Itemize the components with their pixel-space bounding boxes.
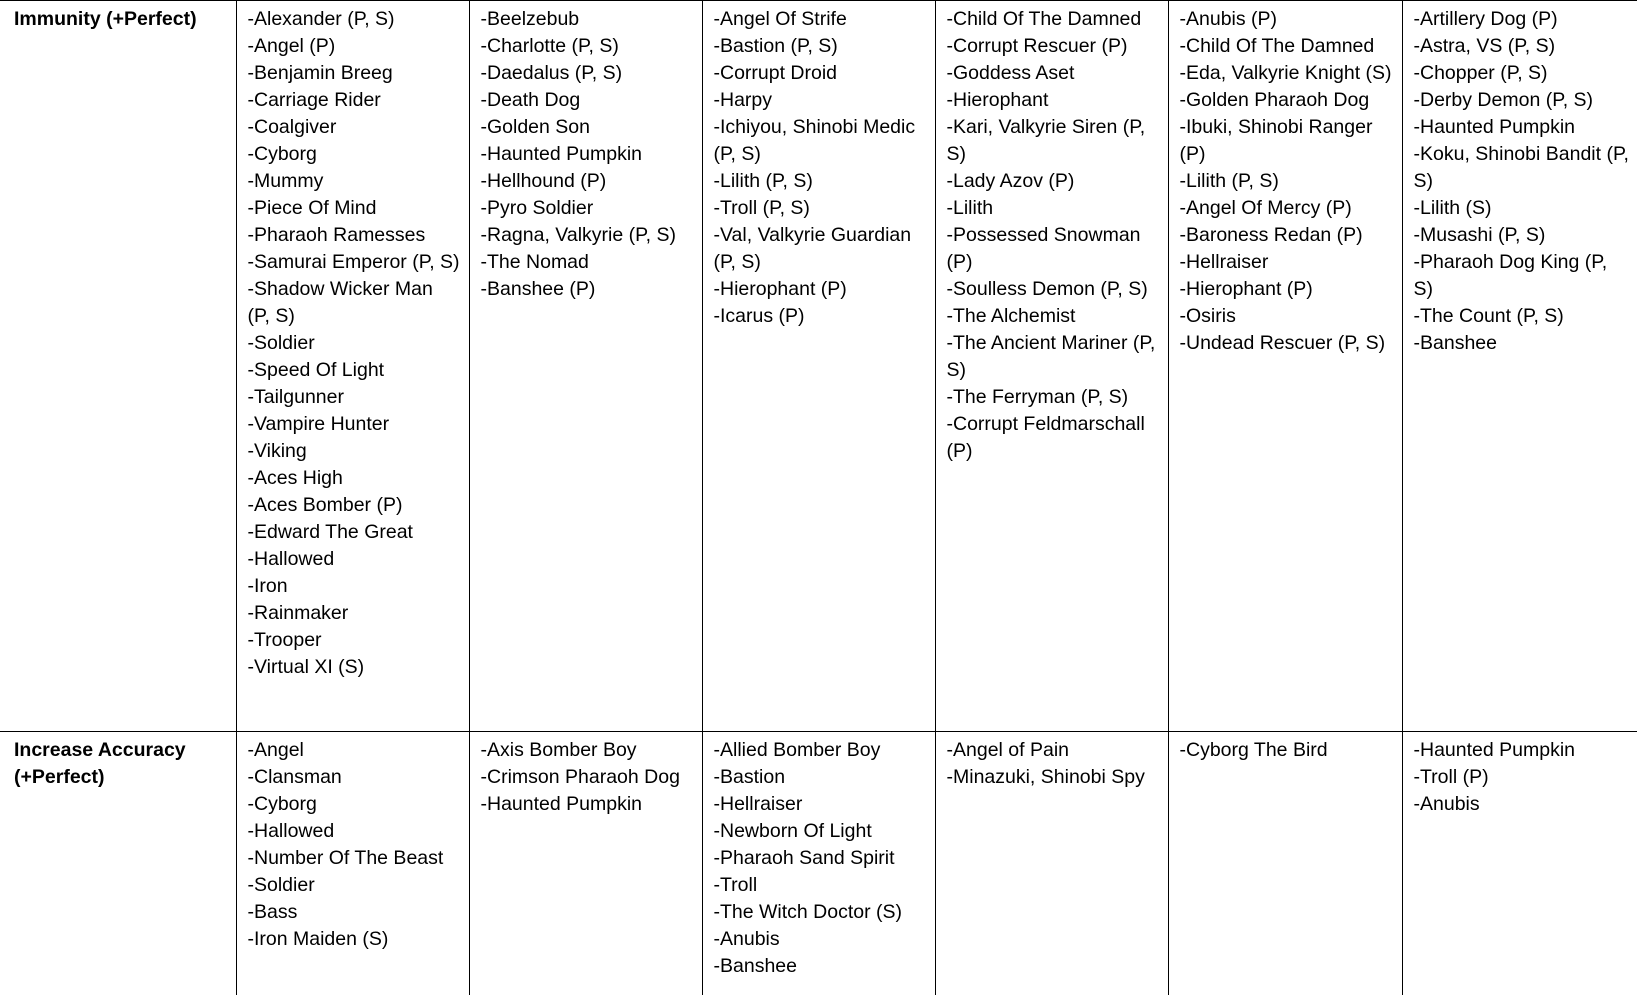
list-item: -Ichiyou, Shinobi Medic (P, S) — [714, 114, 927, 168]
list-item: -Troll (P) — [1414, 764, 1630, 791]
list-item: -Chopper (P, S) — [1414, 60, 1630, 87]
list-item: -Charlotte (P, S) — [481, 33, 694, 60]
list-item: -Angel of Pain — [947, 737, 1160, 764]
list-item: -Bass — [248, 899, 461, 926]
list-item: -Benjamin Breeg — [248, 60, 461, 87]
increase-accuracy-row — [0, 732, 1637, 995]
list-item: -Icarus (P) — [714, 303, 927, 330]
list-item: -Haunted Pumpkin — [481, 141, 694, 168]
list-item: -Kari, Valkyrie Siren (P, S) — [947, 114, 1160, 168]
list-item: -Golden Pharaoh Dog — [1180, 87, 1394, 114]
list-item: -Angel (P) — [248, 33, 461, 60]
list-item: -Cyborg The Bird — [1180, 737, 1394, 764]
list-item: -Corrupt Rescuer (P) — [947, 33, 1160, 60]
list-item: -Artillery Dog (P) — [1414, 6, 1630, 33]
list-item: -Hellraiser — [714, 791, 927, 818]
list-item: -Child Of The Damned — [947, 6, 1160, 33]
list-item: -Trooper — [248, 627, 461, 654]
list-item: -Newborn Of Light — [714, 818, 927, 845]
table-cell — [236, 1, 469, 732]
list-item: -Lilith (P, S) — [1180, 168, 1394, 195]
list-item: -Anubis (P) — [1180, 6, 1394, 33]
list-item: -The Nomad — [481, 249, 694, 276]
table-cell — [1168, 732, 1402, 995]
list-item: -Angel Of Strife — [714, 6, 927, 33]
row-label: Immunity (+Perfect) — [0, 1, 236, 732]
list-item: -Minazuki, Shinobi Spy — [947, 764, 1160, 791]
list-item: -Ragna, Valkyrie (P, S) — [481, 222, 694, 249]
list-item: -Hallowed — [248, 818, 461, 845]
list-item: -Child Of The Damned — [1180, 33, 1394, 60]
table-cell — [935, 732, 1168, 995]
list-item: -Crimson Pharaoh Dog — [481, 764, 694, 791]
table-cell — [702, 1, 935, 732]
list-item: -Golden Son — [481, 114, 694, 141]
list-item: -Harpy — [714, 87, 927, 114]
table-cell — [236, 732, 469, 995]
list-item: -Bastion — [714, 764, 927, 791]
list-item: -Haunted Pumpkin — [481, 791, 694, 818]
list-item: -Pyro Soldier — [481, 195, 694, 222]
list-item: -Piece Of Mind — [248, 195, 461, 222]
list-item: -Tailgunner — [248, 384, 461, 411]
list-item: -The Ancient Mariner (P, S) — [947, 330, 1160, 384]
list-item: -The Alchemist — [947, 303, 1160, 330]
list-item: -Musashi (P, S) — [1414, 222, 1630, 249]
list-item: -Hallowed — [248, 546, 461, 573]
list-item: -Alexander (P, S) — [248, 6, 461, 33]
table-cell — [1402, 732, 1637, 995]
list-item: -Axis Bomber Boy — [481, 737, 694, 764]
list-item: -Troll — [714, 872, 927, 899]
list-item: -Corrupt Feldmarschall (P) — [947, 411, 1160, 465]
list-item: -Cyborg — [248, 791, 461, 818]
table-cell — [1168, 1, 1402, 732]
list-item: -The Ferryman (P, S) — [947, 384, 1160, 411]
list-item: -Corrupt Droid — [714, 60, 927, 87]
table-cell — [469, 1, 702, 732]
list-item: -Lilith (P, S) — [714, 168, 927, 195]
list-item: -Daedalus (P, S) — [481, 60, 694, 87]
list-item: -Troll (P, S) — [714, 195, 927, 222]
list-item: -Baroness Redan (P) — [1180, 222, 1394, 249]
list-item: -Carriage Rider — [248, 87, 461, 114]
list-item: -Samurai Emperor (P, S) — [248, 249, 461, 276]
table-cell — [702, 732, 935, 995]
list-item: -Haunted Pumpkin — [1414, 737, 1630, 764]
list-item: -Edward The Great — [248, 519, 461, 546]
list-item: -Hellhound (P) — [481, 168, 694, 195]
list-item: -Aces High — [248, 465, 461, 492]
list-item: -Shadow Wicker Man (P, S) — [248, 276, 461, 330]
table-body — [0, 1, 1637, 995]
list-item: -Speed Of Light — [248, 357, 461, 384]
list-item: -Lilith — [947, 195, 1160, 222]
list-item: -Astra, VS (P, S) — [1414, 33, 1630, 60]
table-cell — [469, 732, 702, 995]
list-item: -Soldier — [248, 330, 461, 357]
list-item: -Pharaoh Sand Spirit — [714, 845, 927, 872]
immunity-row — [0, 1, 1637, 732]
list-item: -Koku, Shinobi Bandit (P, S) — [1414, 141, 1630, 195]
list-item: -Death Dog — [481, 87, 694, 114]
list-item: -Viking — [248, 438, 461, 465]
list-item: -Undead Rescuer (P, S) — [1180, 330, 1394, 357]
list-item: -Banshee (P) — [481, 276, 694, 303]
list-item: -Bastion (P, S) — [714, 33, 927, 60]
table-cell — [935, 1, 1168, 732]
list-item: -Virtual XI (S) — [248, 654, 461, 681]
list-item: -Coalgiver — [248, 114, 461, 141]
list-item: -Val, Valkyrie Guardian (P, S) — [714, 222, 927, 276]
list-item: -Goddess Aset — [947, 60, 1160, 87]
list-item: -Pharaoh Ramesses — [248, 222, 461, 249]
list-item: -Possessed Snowman (P) — [947, 222, 1160, 276]
list-item: -Anubis — [714, 926, 927, 953]
list-item: -Ibuki, Shinobi Ranger (P) — [1180, 114, 1394, 168]
list-item: -Hierophant — [947, 87, 1160, 114]
row-label: Increase Accuracy (+Perfect) — [0, 732, 236, 995]
list-item: -Angel — [248, 737, 461, 764]
list-item: -Angel Of Mercy (P) — [1180, 195, 1394, 222]
list-item: -Number Of The Beast — [248, 845, 461, 872]
list-item: -Hellraiser — [1180, 249, 1394, 276]
list-item: -Soulless Demon (P, S) — [947, 276, 1160, 303]
list-item: -Iron — [248, 573, 461, 600]
list-item: -Hierophant (P) — [1180, 276, 1394, 303]
list-item: -Aces Bomber (P) — [248, 492, 461, 519]
list-item: -Beelzebub — [481, 6, 694, 33]
list-item: -Soldier — [248, 872, 461, 899]
list-item: -Clansman — [248, 764, 461, 791]
list-item: -Pharaoh Dog King (P, S) — [1414, 249, 1630, 303]
list-item: -Derby Demon (P, S) — [1414, 87, 1630, 114]
list-item: -Mummy — [248, 168, 461, 195]
list-item: -Lilith (S) — [1414, 195, 1630, 222]
list-item: -Eda, Valkyrie Knight (S) — [1180, 60, 1394, 87]
list-item: -Hierophant (P) — [714, 276, 927, 303]
list-item: -Rainmaker — [248, 600, 461, 627]
list-item: -Iron Maiden (S) — [248, 926, 461, 953]
list-item: -Haunted Pumpkin — [1414, 114, 1630, 141]
table-cell — [1402, 1, 1637, 732]
list-item: -Vampire Hunter — [248, 411, 461, 438]
list-item: -The Count (P, S) — [1414, 303, 1630, 330]
list-item: -The Witch Doctor (S) — [714, 899, 927, 926]
list-item: -Cyborg — [248, 141, 461, 168]
list-item: -Banshee — [714, 953, 927, 980]
list-item: -Osiris — [1180, 303, 1394, 330]
list-item: -Banshee — [1414, 330, 1630, 357]
list-item: -Anubis — [1414, 791, 1630, 818]
list-item: -Lady Azov (P) — [947, 168, 1160, 195]
list-item: -Allied Bomber Boy — [714, 737, 927, 764]
